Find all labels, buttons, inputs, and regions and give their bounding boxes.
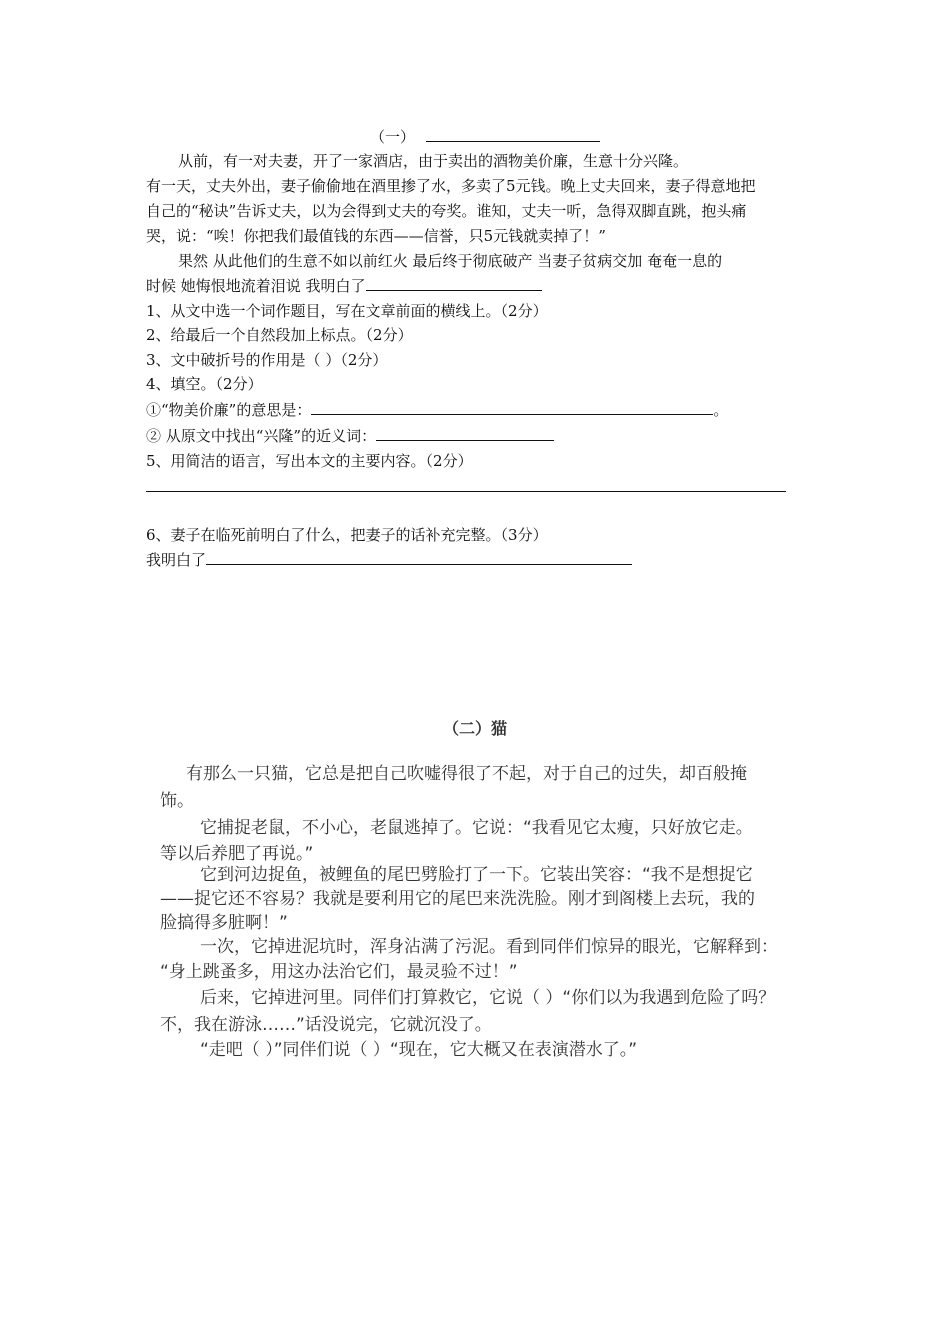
story-line: 不，我在游泳……”话没说完，它就沉没了。 — [160, 1015, 492, 1035]
story-line: ——捉它还不容易？我就是要利用它的尾巴来洗洗脸。刚才到阁楼上去玩，我的 — [160, 889, 755, 909]
story-line: 脸搞得多脏啊！” — [160, 913, 288, 933]
story-line: “身上跳蚤多，用这办法治它们，最灵验不过！” — [160, 962, 518, 982]
para2-line-last — [146, 275, 542, 297]
question-5-answer-line[interactable] — [146, 491, 786, 492]
section1-title — [370, 126, 600, 147]
section1-title-prefix: （一） — [370, 128, 416, 146]
para1-line: 有一天，丈夫外出，妻子偷偷地在酒里掺了水，多卖了5元钱。晚上丈夫回来，妻子得意地把 — [146, 177, 756, 195]
question-4: 4、填空。（2分） — [146, 375, 263, 393]
question-4b — [146, 425, 554, 447]
section2-title: （二）猫 — [442, 719, 507, 738]
story-line: 一次，它掉进泥坑时，浑身沾满了污泥。看到同伴们惊异的眼光，它解释到： — [200, 937, 778, 957]
para1-line: 从前，有一对夫妻，开了一家酒店，由于卖出的酒物美价廉，生意十分兴隆。 — [178, 152, 689, 170]
question-5: 5、用简洁的语言，写出本文的主要内容。（2分） — [146, 452, 473, 470]
question-1: 1、从文中选一个词作题目，写在文章前面的横线上。（2分） — [146, 302, 548, 320]
question-6-answer — [146, 549, 632, 571]
para2-line: 果然 从此他们的生意不如以前红火 最后终于彻底破产 当妻子贫病交加 奄奄一息的 — [178, 252, 723, 270]
question-2: 2、给最后一个自然段加上标点。（2分） — [146, 326, 413, 344]
question-4a — [146, 399, 728, 421]
question-4a-blank[interactable] — [311, 399, 713, 415]
para2-line-text: 时候 她悔恨地流着泪说 我明白了 — [146, 277, 366, 295]
title-blank[interactable] — [426, 126, 600, 142]
para2-blank[interactable] — [366, 275, 542, 291]
story-line: 等以后养肥了再说。” — [160, 844, 314, 864]
question-4b-text: ② 从原文中找出“兴隆”的近义词： — [146, 427, 377, 445]
story-line: 它捕捉老鼠，不小心，老鼠逃掉了。它说：“我看见它太瘦，只好放它走。 — [200, 818, 753, 838]
question-4a-text: ①“物美价廉”的意思是： — [146, 401, 312, 419]
question-6-answer-text: 我明白了 — [146, 551, 207, 569]
question-6: 6、妻子在临死前明白了什么，把妻子的话补充完整。（3分） — [146, 526, 548, 544]
story-line: 它到河边捉鱼，被鲤鱼的尾巴劈脸打了一下。它装出笑容：“我不是想捉它 — [200, 865, 753, 885]
para1-line: 自己的“秘诀”告诉丈夫，以为会得到丈夫的夸奖。谁知，丈夫一听，急得双脚直跳，抱头痛 — [146, 202, 747, 220]
story-line: 有那么一只猫，它总是把自己吹嘘得很了不起，对于自己的过失，却百般掩 — [186, 764, 747, 784]
question-4a-end: 。 — [713, 401, 729, 419]
question-6-blank[interactable] — [206, 549, 632, 565]
story-line: “走吧（ ）”同伴们说（ ）“现在，它大概又在表演潜水了。” — [200, 1040, 638, 1060]
question-4b-blank[interactable] — [376, 425, 554, 441]
story-line: 后来，它掉进河里。同伴们打算救它，它说（ ）“你们以为我遇到危险了吗？ — [200, 988, 776, 1008]
question-3: 3、文中破折号的作用是（ ）（2分） — [146, 351, 388, 369]
story-line: 饰。 — [160, 791, 194, 811]
para1-line: 哭，说：“唉！你把我们最值钱的东西——信誉，只5元钱就卖掉了！” — [146, 227, 606, 245]
